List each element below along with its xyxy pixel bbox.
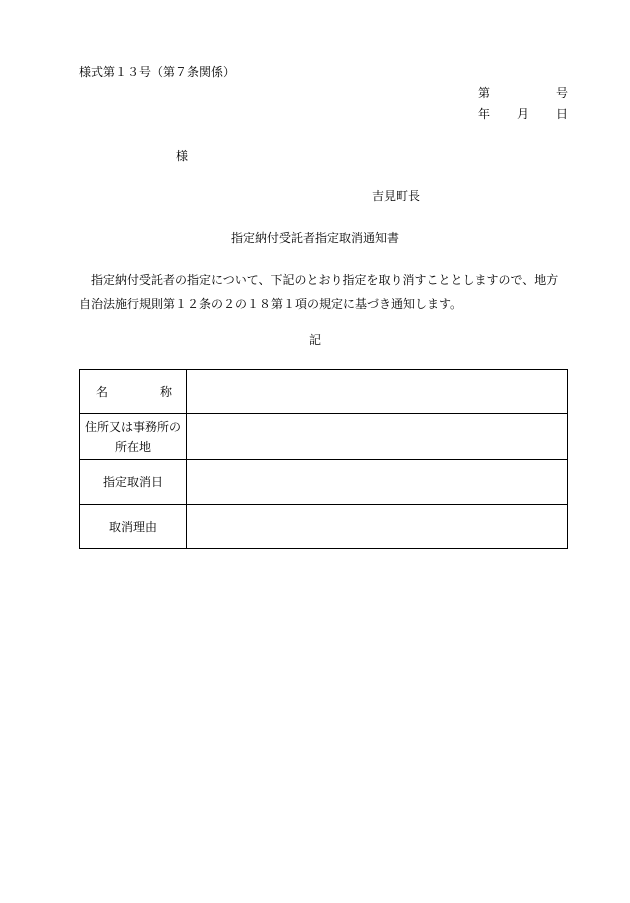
record-table [79, 369, 568, 549]
cancel-date-value-cell [187, 460, 568, 505]
table-row-cancel-reason [80, 505, 568, 549]
address-label-line-2: 所在地 [114, 439, 151, 454]
table-row-name [80, 370, 568, 414]
document-number-label: 第 [478, 86, 491, 100]
address-value-cell [187, 414, 568, 460]
name-label-part-2: 称 [159, 384, 172, 399]
date-year-label: 年 [478, 107, 491, 121]
cancel-reason-label: 取消理由 [80, 505, 187, 549]
name-label-part-1: 名 [96, 384, 109, 399]
document-number-suffix: 号 [556, 86, 569, 100]
document-title: 指定納付受託者指定取消通知書 [230, 231, 399, 245]
body-text: 指定納付受託者の指定について、下記のとおり指定を取り消すこととしますので、地方自治法施行規則第１２条の２の１８第１項の規定に基づき通知します。 [79, 273, 559, 311]
name-label-cell [80, 370, 187, 414]
date-day-label: 日 [556, 107, 569, 121]
address-label-line-1: 住所又は事務所の [84, 419, 181, 434]
cancel-reason-value-cell [187, 505, 568, 549]
date-month-label: 月 [517, 107, 530, 121]
address-label-cell [80, 414, 187, 460]
sender-name: 吉見町長 [372, 189, 421, 203]
name-value-cell [187, 370, 568, 414]
recipient-honorific: 様 [176, 149, 189, 163]
table-row-address [80, 414, 568, 460]
form-number: 様式第１３号（第７条関係） [79, 65, 236, 79]
ki-heading: 記 [308, 333, 321, 347]
table-row-cancel-date [80, 460, 568, 505]
cancel-date-label: 指定取消日 [80, 460, 187, 505]
